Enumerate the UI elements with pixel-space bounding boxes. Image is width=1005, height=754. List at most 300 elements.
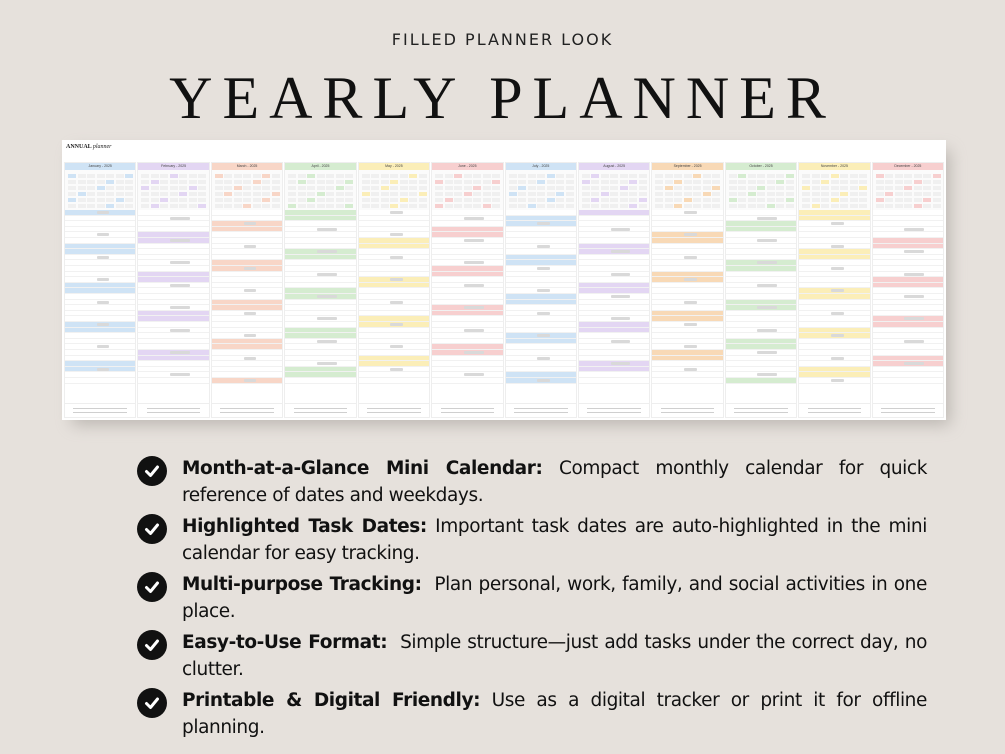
notes-line xyxy=(808,412,862,413)
mini-calendar-cell xyxy=(151,192,159,196)
mini-calendar-cell xyxy=(840,180,848,184)
mini-calendar-cell xyxy=(400,180,408,184)
mini-calendar-cell xyxy=(831,198,839,202)
mini-calendar-cell xyxy=(895,186,903,190)
mini-calendar-cell xyxy=(674,174,682,178)
mini-calendar-cell xyxy=(786,174,794,178)
mini-calendar-cell xyxy=(757,180,765,184)
mini-calendar-cell xyxy=(537,180,545,184)
task-entry xyxy=(831,222,844,225)
mini-calendar-cell xyxy=(435,198,443,202)
notes-line xyxy=(73,408,127,409)
task-entry xyxy=(97,233,110,236)
mini-calendar-cell xyxy=(272,174,280,178)
month-notes xyxy=(138,403,208,417)
mini-calendar-cell xyxy=(68,174,76,178)
task-entry xyxy=(97,256,110,259)
mini-calendar-cell xyxy=(767,174,775,178)
mini-calendar-cell xyxy=(703,204,711,208)
checkmark-icon xyxy=(137,630,167,660)
mini-calendar-cell xyxy=(776,204,784,208)
mini-calendar-cell xyxy=(748,204,756,208)
mini-calendar-cell xyxy=(272,192,280,196)
mini-calendar-cell xyxy=(566,174,574,178)
mini-calendar-cell xyxy=(326,192,334,196)
notes-line xyxy=(587,408,641,409)
task-entry xyxy=(317,228,337,231)
mini-calendar-cell xyxy=(483,198,491,202)
mini-calendar-cell xyxy=(483,192,491,196)
mini-calendar-cell xyxy=(776,192,784,196)
mini-calendar-cell xyxy=(141,180,149,184)
notes-line xyxy=(734,412,788,413)
mini-calendar-cell xyxy=(610,204,618,208)
mini-calendar-cell xyxy=(97,204,105,208)
mini-calendar-cell xyxy=(914,180,922,184)
task-entry xyxy=(244,379,257,382)
mini-calendar-cell xyxy=(492,198,500,202)
mini-calendar-cell xyxy=(601,186,609,190)
mini-calendar-cell xyxy=(850,198,858,202)
mini-calendar-cell xyxy=(582,198,590,202)
mini-calendar-cell xyxy=(97,192,105,196)
mini-calendar-cell xyxy=(914,192,922,196)
mini-calendar-cell xyxy=(125,204,133,208)
mini-calendar-cell xyxy=(885,198,893,202)
mini-calendar-cell xyxy=(518,180,526,184)
notes-line xyxy=(514,412,568,413)
mini-calendar-cell xyxy=(537,186,545,190)
mini-calendar-cell xyxy=(381,174,389,178)
notes-line xyxy=(881,408,935,409)
mini-calendar-cell xyxy=(272,204,280,208)
mini-calendar-cell xyxy=(601,174,609,178)
mini-calendar-cell xyxy=(419,174,427,178)
mini-calendar-cell xyxy=(786,186,794,190)
mini-calendar-cell xyxy=(665,204,673,208)
feature-item xyxy=(137,687,933,741)
mini-calendar-cell xyxy=(712,186,720,190)
day-row xyxy=(506,378,576,384)
mini-calendar-cell xyxy=(116,186,124,190)
mini-calendar-cell xyxy=(317,174,325,178)
mini-calendar-cell xyxy=(528,174,536,178)
notes-line xyxy=(367,408,421,409)
task-entry xyxy=(904,295,924,298)
mini-calendar-cell xyxy=(904,174,912,178)
mini-calendar-cell xyxy=(786,180,794,184)
feature-item xyxy=(137,629,933,683)
month-name: September - 2025 xyxy=(652,163,722,170)
mini-calendar-cell xyxy=(151,198,159,202)
mini-calendar-cell xyxy=(748,174,756,178)
mini-calendar-cell xyxy=(831,204,839,208)
task-entry xyxy=(831,379,844,382)
mini-calendar-cell xyxy=(87,192,95,196)
mini-calendar-cell xyxy=(629,174,637,178)
task-entry xyxy=(244,245,257,248)
mini-calendar-cell xyxy=(518,198,526,202)
mini-calendar-cell xyxy=(473,192,481,196)
mini-calendar-cell xyxy=(776,198,784,202)
mini-calendar-cell xyxy=(518,174,526,178)
feature-list xyxy=(137,455,933,745)
day-list xyxy=(65,210,135,403)
mini-calendar-cell xyxy=(639,180,647,184)
mini-calendar-cell xyxy=(629,180,637,184)
mini-calendar-cell xyxy=(445,192,453,196)
mini-calendar-cell xyxy=(509,192,517,196)
mini-calendar-cell xyxy=(215,174,223,178)
task-entry xyxy=(757,239,777,242)
mini-calendar-cell xyxy=(537,192,545,196)
mini-calendar-cell xyxy=(748,192,756,196)
month-name: November - 2025 xyxy=(799,163,869,170)
mini-calendar-cell xyxy=(179,180,187,184)
mini-calendar-cell xyxy=(419,204,427,208)
notes-line xyxy=(220,412,274,413)
mini-calendar-cell xyxy=(547,198,555,202)
task-entry xyxy=(831,267,844,270)
mini-calendar-cell xyxy=(767,204,775,208)
mini-calendar-cell xyxy=(151,180,159,184)
mini-calendar-cell xyxy=(125,174,133,178)
mini-calendar-cell xyxy=(537,198,545,202)
task-entry xyxy=(537,379,550,382)
mini-calendar-cell xyxy=(914,198,922,202)
mini-calendar-cell xyxy=(160,186,168,190)
mini-calendar-cell xyxy=(253,174,261,178)
mini-calendar-cell xyxy=(224,174,232,178)
task-entry xyxy=(390,278,403,281)
mini-calendar-cell xyxy=(419,198,427,202)
task-entry xyxy=(390,345,403,348)
mini-calendar-cell xyxy=(703,186,711,190)
mini-calendar-cell xyxy=(859,192,867,196)
checkmark-icon xyxy=(137,688,167,718)
mini-calendar-cell xyxy=(802,174,810,178)
mini-calendar-cell xyxy=(390,180,398,184)
mini-calendar-cell xyxy=(435,192,443,196)
task-entry xyxy=(831,357,844,360)
day-row xyxy=(285,378,355,384)
mini-calendar-cell xyxy=(629,192,637,196)
feature-item xyxy=(137,571,933,625)
task-entry xyxy=(170,284,190,287)
mini-calendar-cell xyxy=(665,180,673,184)
mini-calendar-cell xyxy=(620,192,628,196)
mini-calendar-cell xyxy=(831,180,839,184)
mini-calendar-cell xyxy=(738,192,746,196)
mini-calendar-cell xyxy=(243,186,251,190)
mini-calendar-cell xyxy=(639,174,647,178)
day-list xyxy=(285,210,355,403)
mini-calendar-cell xyxy=(141,198,149,202)
mini-calendar-cell xyxy=(419,192,427,196)
task-entry xyxy=(611,340,631,343)
mini-calendar-cell xyxy=(703,180,711,184)
mini-calendar-cell xyxy=(914,186,922,190)
sheet-title xyxy=(62,140,946,162)
mini-calendar-cell xyxy=(198,186,206,190)
mini-calendar-cell xyxy=(933,186,941,190)
mini-calendar-cell xyxy=(345,174,353,178)
mini-calendar-cell xyxy=(904,180,912,184)
mini-calendar-cell xyxy=(840,174,848,178)
mini-calendar-cell xyxy=(840,192,848,196)
mini-calendar-cell xyxy=(693,174,701,178)
mini-calendar-cell xyxy=(509,186,517,190)
mini-calendar-cell xyxy=(125,180,133,184)
day-list xyxy=(579,210,649,403)
mini-calendar-cell xyxy=(68,180,76,184)
mini-calendar-cell xyxy=(234,174,242,178)
mini-calendar-cell xyxy=(97,198,105,202)
mini-calendar-cell xyxy=(693,192,701,196)
mini-calendar-cell xyxy=(693,186,701,190)
mini-calendar-cell xyxy=(802,186,810,190)
task-entry xyxy=(170,306,190,309)
mini-calendar-cell xyxy=(78,174,86,178)
mini-calendar-cell xyxy=(243,174,251,178)
mini-calendar-cell xyxy=(859,198,867,202)
mini-calendar-cell xyxy=(812,192,820,196)
mini-calendar-cell xyxy=(288,192,296,196)
mini-calendar-cell xyxy=(812,204,820,208)
mini-calendar-cell xyxy=(767,192,775,196)
mini-calendar-cell xyxy=(767,198,775,202)
mini-calendar-cell xyxy=(712,198,720,202)
notes-line xyxy=(441,412,495,413)
task-entry xyxy=(390,211,403,214)
mini-calendar-cell xyxy=(850,204,858,208)
task-entry xyxy=(757,261,777,264)
mini-calendar-cell xyxy=(757,192,765,196)
task-entry xyxy=(757,351,777,354)
mini-calendar-cell xyxy=(454,174,462,178)
mini-calendar-cell xyxy=(151,174,159,178)
mini-calendar-cell xyxy=(850,192,858,196)
mini-calendar-cell xyxy=(610,174,618,178)
mini-calendar-cell xyxy=(582,186,590,190)
mini-calendar-cell xyxy=(170,198,178,202)
mini-calendar-cell xyxy=(518,204,526,208)
month-notes xyxy=(65,403,135,417)
mini-calendar-cell xyxy=(224,186,232,190)
mini-calendar-cell xyxy=(885,186,893,190)
month-notes xyxy=(285,403,355,417)
mini-calendar-cell xyxy=(509,198,517,202)
task-entry xyxy=(97,278,110,281)
mini-calendar-cell xyxy=(326,204,334,208)
mini-calendar-cell xyxy=(483,186,491,190)
mini-calendar-cell xyxy=(895,198,903,202)
mini-calendar-cell xyxy=(831,186,839,190)
mini-calendar-cell xyxy=(116,180,124,184)
mini-calendar-cell xyxy=(821,186,829,190)
mini-calendar-cell xyxy=(371,174,379,178)
mini-calendar-cell xyxy=(400,204,408,208)
task-entry xyxy=(244,357,257,360)
mini-calendar-cell xyxy=(904,198,912,202)
mini-calendar-cell xyxy=(253,204,261,208)
mini-calendar xyxy=(285,170,355,210)
task-entry xyxy=(611,250,631,253)
notes-line xyxy=(808,408,862,409)
task-entry xyxy=(684,233,697,236)
notes-line xyxy=(587,412,641,413)
feature-text xyxy=(182,571,933,625)
mini-calendar-cell xyxy=(566,192,574,196)
mini-calendar-cell xyxy=(307,186,315,190)
task-entry xyxy=(317,295,337,298)
mini-calendar-cell xyxy=(812,186,820,190)
mini-calendar-cell xyxy=(288,186,296,190)
mini-calendar-cell xyxy=(712,204,720,208)
mini-calendar-cell xyxy=(262,180,270,184)
mini-calendar-cell xyxy=(639,186,647,190)
mini-calendar-cell xyxy=(125,192,133,196)
mini-calendar-cell xyxy=(307,174,315,178)
mini-calendar-cell xyxy=(566,186,574,190)
mini-calendar-cell xyxy=(812,180,820,184)
task-entry xyxy=(757,373,777,376)
mini-calendar-cell xyxy=(272,186,280,190)
month-column xyxy=(798,162,870,418)
day-row xyxy=(799,378,869,384)
mini-calendar-cell xyxy=(923,186,931,190)
mini-calendar-cell xyxy=(390,192,398,196)
task-entry xyxy=(684,211,697,214)
month-name: December - 2025 xyxy=(873,163,943,170)
mini-calendar-cell xyxy=(492,180,500,184)
notes-line xyxy=(367,412,421,413)
mini-calendar-cell xyxy=(665,174,673,178)
mini-calendar-cell xyxy=(78,204,86,208)
mini-calendar-cell xyxy=(298,204,306,208)
mini-calendar-cell xyxy=(528,198,536,202)
mini-calendar-cell xyxy=(307,198,315,202)
mini-calendar-cell xyxy=(381,204,389,208)
month-column xyxy=(431,162,503,418)
mini-calendar-cell xyxy=(116,204,124,208)
mini-calendar-cell xyxy=(234,180,242,184)
mini-calendar-cell xyxy=(620,174,628,178)
month-column xyxy=(211,162,283,418)
mini-calendar-cell xyxy=(729,180,737,184)
mini-calendar-cell xyxy=(409,198,417,202)
mini-calendar-cell xyxy=(445,174,453,178)
mini-calendar-cell xyxy=(170,192,178,196)
mini-calendar-cell xyxy=(464,180,472,184)
mini-calendar-cell xyxy=(556,174,564,178)
mini-calendar-cell xyxy=(684,180,692,184)
mini-calendar-cell xyxy=(473,198,481,202)
month-notes xyxy=(506,403,576,417)
task-entry xyxy=(170,217,190,220)
mini-calendar-cell xyxy=(87,204,95,208)
mini-calendar-cell xyxy=(298,180,306,184)
mini-calendar-cell xyxy=(509,204,517,208)
mini-calendar-cell xyxy=(371,192,379,196)
mini-calendar-cell xyxy=(933,174,941,178)
mini-calendar-cell xyxy=(445,204,453,208)
mini-calendar-cell xyxy=(464,192,472,196)
mini-calendar-cell xyxy=(601,180,609,184)
notes-line xyxy=(881,412,935,413)
notes-line xyxy=(73,412,127,413)
mini-calendar-cell xyxy=(729,198,737,202)
task-entry xyxy=(390,233,403,236)
mini-calendar-cell xyxy=(885,204,893,208)
mini-calendar-cell xyxy=(528,192,536,196)
mini-calendar-cell xyxy=(509,174,517,178)
mini-calendar-cell xyxy=(345,198,353,202)
mini-calendar-cell xyxy=(518,186,526,190)
mini-calendar-cell xyxy=(850,180,858,184)
feature-item xyxy=(137,455,933,509)
mini-calendar-cell xyxy=(198,174,206,178)
mini-calendar-cell xyxy=(326,174,334,178)
mini-calendar-cell xyxy=(336,186,344,190)
mini-calendar-cell xyxy=(400,198,408,202)
mini-calendar-cell xyxy=(362,180,370,184)
task-entry xyxy=(244,334,257,337)
task-entry xyxy=(97,368,110,371)
mini-calendar-cell xyxy=(253,192,261,196)
task-entry xyxy=(757,284,777,287)
mini-calendar-cell xyxy=(859,174,867,178)
mini-calendar-cell xyxy=(674,192,682,196)
mini-calendar-cell xyxy=(409,192,417,196)
task-entry xyxy=(904,317,924,320)
mini-calendar-cell xyxy=(776,174,784,178)
mini-calendar-cell xyxy=(97,174,105,178)
mini-calendar-cell xyxy=(362,174,370,178)
mini-calendar-cell xyxy=(895,174,903,178)
day-list xyxy=(212,210,282,403)
mini-calendar-cell xyxy=(591,204,599,208)
mini-calendar-cell xyxy=(326,198,334,202)
task-entry xyxy=(904,340,924,343)
notes-line xyxy=(734,408,788,409)
mini-calendar xyxy=(65,170,135,210)
mini-calendar-cell xyxy=(674,198,682,202)
mini-calendar-cell xyxy=(620,180,628,184)
mini-calendar-cell xyxy=(189,204,197,208)
task-entry xyxy=(170,373,190,376)
mini-calendar-cell xyxy=(454,180,462,184)
mini-calendar-cell xyxy=(566,204,574,208)
mini-calendar-cell xyxy=(859,204,867,208)
mini-calendar-cell xyxy=(547,174,555,178)
mini-calendar-cell xyxy=(262,174,270,178)
mini-calendar-cell xyxy=(160,174,168,178)
mini-calendar-cell xyxy=(179,198,187,202)
day-row xyxy=(138,378,208,384)
mini-calendar-cell xyxy=(620,186,628,190)
task-entry xyxy=(757,306,777,309)
mini-calendar-cell xyxy=(473,204,481,208)
mini-calendar-cell xyxy=(151,204,159,208)
mini-calendar-cell xyxy=(821,192,829,196)
day-list xyxy=(873,210,943,403)
mini-calendar-cell xyxy=(556,204,564,208)
mini-calendar-cell xyxy=(409,204,417,208)
mini-calendar-cell xyxy=(243,192,251,196)
mini-calendar-cell xyxy=(234,186,242,190)
mini-calendar-cell xyxy=(262,204,270,208)
